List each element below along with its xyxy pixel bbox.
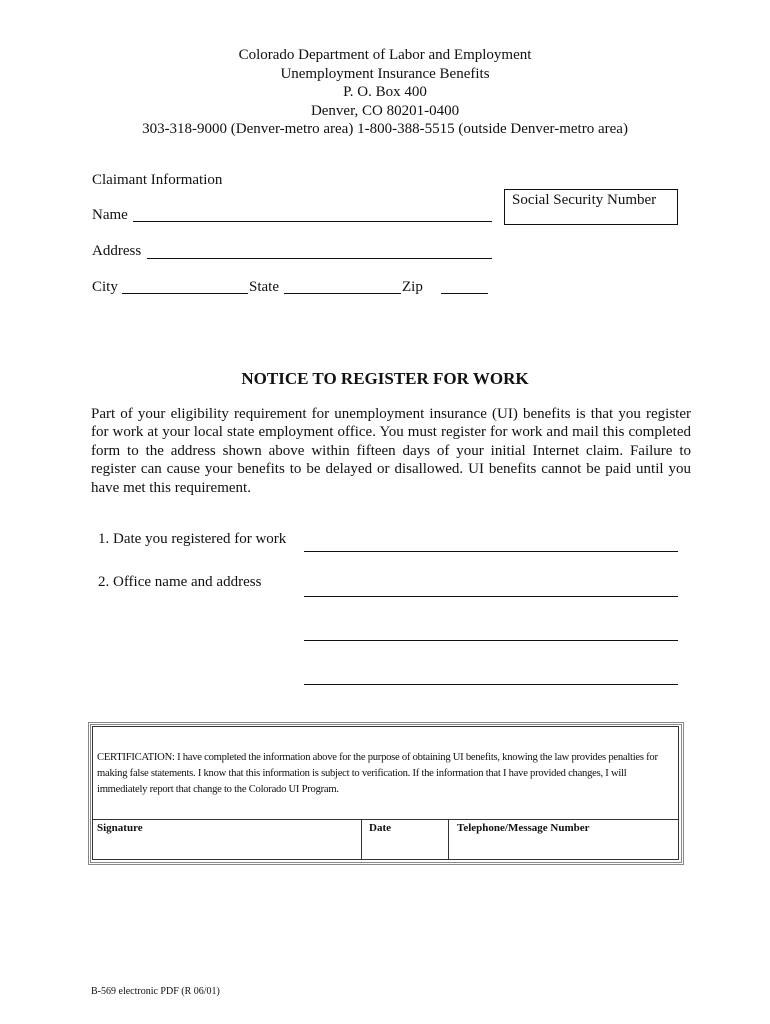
office-address-line-3[interactable] — [304, 684, 678, 685]
notice-title: NOTICE TO REGISTER FOR WORK — [241, 369, 529, 388]
date-registered-field[interactable] — [304, 551, 678, 552]
date-label: Date — [369, 822, 391, 834]
header-po-box: P. O. Box 400 — [343, 84, 427, 101]
form-id-footer: B-569 electronic PDF (R 06/01) — [91, 986, 220, 997]
date-phone-divider — [448, 819, 449, 860]
name-field[interactable] — [133, 221, 492, 222]
ssn-field[interactable] — [504, 189, 678, 225]
certification-divider — [92, 819, 679, 820]
agency-header — [0, 46, 770, 139]
state-label: State — [249, 279, 279, 295]
question-date-registered: 1. Date you registered for work — [98, 531, 287, 547]
certification-text: CERTIFICATION: I have completed the information above for the purpose of obtaining UI benefits, knowing the law provides penalties for making false statements. I know that this information is subject to verification. If the information that I have provided changes, I will immediately report that change to the Colorado UI Program. — [97, 752, 658, 795]
header-city-zip: Denver, CO 80201-0400 — [310, 102, 460, 119]
notice-paragraph: Part of your eligibility requirement for unemployment insurance (UI) benefits is that you register for work at your local state employment office. You must register for work and mail this completed form to the address shown above within fifteen days of your initial Internet claim. Failure to register can cause your benefits to be delayed or disallowed. UI benefits cannot be paid until you have met this requirement. — [91, 406, 691, 496]
address-field[interactable] — [147, 258, 492, 259]
claimant-section-label: Claimant Information — [92, 172, 223, 188]
date-field[interactable] — [369, 822, 391, 834]
question-office-name-address: 2. Office name and address — [98, 574, 262, 590]
signature-field[interactable] — [97, 822, 143, 834]
city-field[interactable] — [122, 293, 248, 294]
zip-label: Zip — [402, 279, 423, 295]
telephone-label: Telephone/Message Number — [457, 822, 590, 834]
ssn-label: Social Security Number — [512, 192, 657, 208]
name-label: Name — [92, 207, 128, 223]
office-address-line-2[interactable] — [304, 640, 678, 641]
office-address-line-1[interactable] — [304, 596, 678, 597]
telephone-field[interactable] — [457, 822, 590, 834]
header-agency-name: Colorado Department of Labor and Employment — [238, 47, 532, 63]
zip-field[interactable] — [441, 293, 488, 294]
header-phone-numbers: 303-318-9000 (Denver-metro area) 1-800-388-5515 (outside Denver-metro area) — [142, 121, 628, 138]
address-label: Address — [92, 243, 142, 259]
state-field[interactable] — [284, 293, 401, 294]
city-label: City — [92, 279, 118, 295]
header-program-name: Unemployment Insurance Benefits — [280, 65, 490, 82]
signature-date-divider — [361, 819, 362, 860]
signature-label: Signature — [97, 822, 143, 834]
